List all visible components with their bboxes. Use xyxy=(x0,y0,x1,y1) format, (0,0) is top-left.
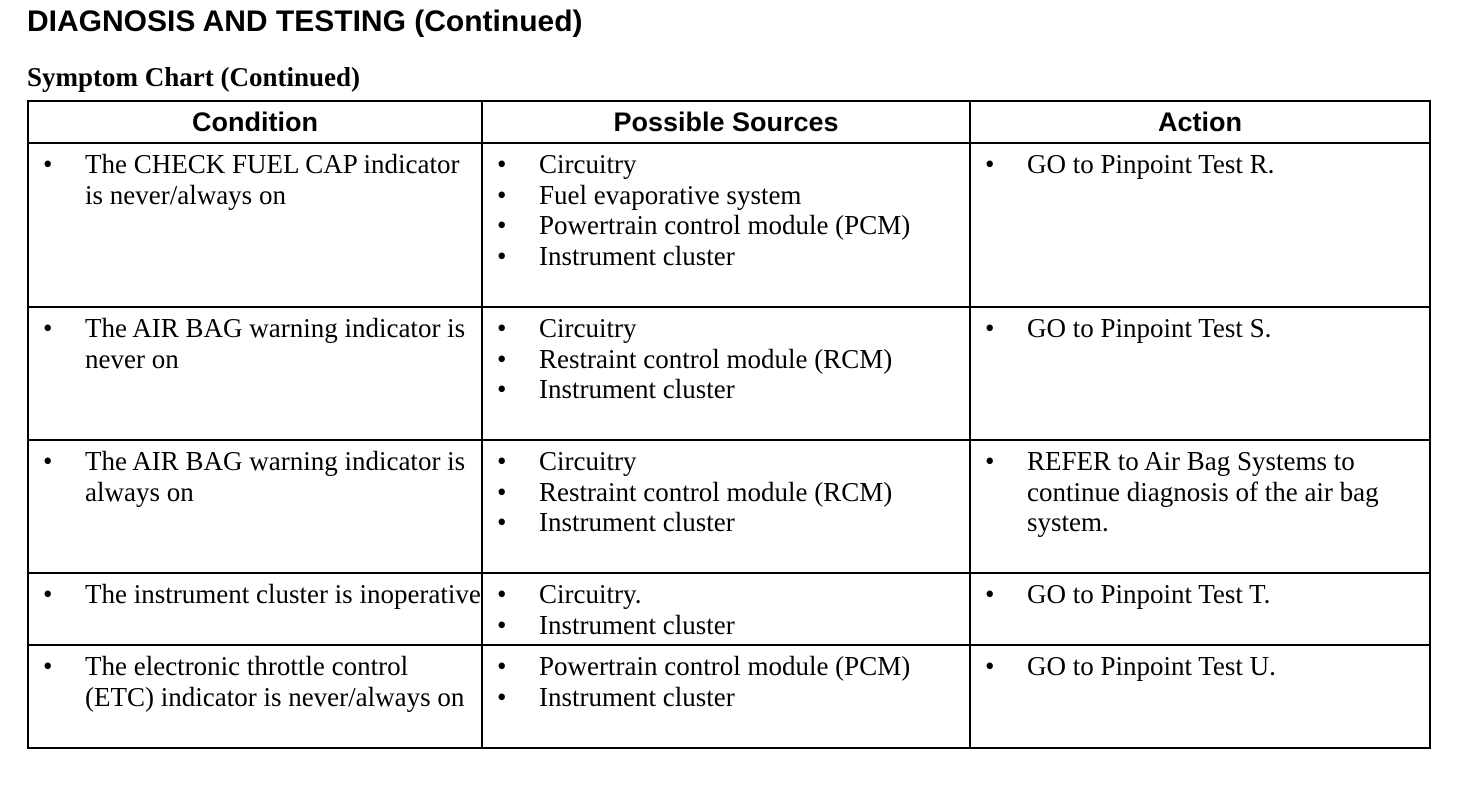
action-text: • GO to Pinpoint Test R. xyxy=(971,149,1429,180)
action-cell xyxy=(970,307,1430,440)
action-cell xyxy=(970,573,1430,645)
condition-cell xyxy=(28,307,482,440)
sources-cell xyxy=(482,143,970,307)
condition-text: • The AIR BAG warning indicator is always on xyxy=(29,446,481,507)
source-item: • Fuel evaporative system xyxy=(483,180,969,211)
source-item: • Restraint control module (RCM) xyxy=(483,477,969,508)
source-item: • Powertrain control module (PCM) xyxy=(483,210,969,241)
table-header-row xyxy=(28,101,1430,143)
symptom-chart-table xyxy=(27,100,1431,749)
condition-cell xyxy=(28,440,482,573)
action-cell xyxy=(970,645,1430,748)
source-item: • Circuitry xyxy=(483,149,969,180)
table-row xyxy=(28,573,1430,645)
table-row xyxy=(28,143,1430,307)
column-header-possible-sources: Possible Sources xyxy=(482,101,970,143)
source-item: • Instrument cluster xyxy=(483,682,969,713)
column-header-condition: Condition xyxy=(28,101,482,143)
action-text: • GO to Pinpoint Test T. xyxy=(971,579,1429,610)
page-title: DIAGNOSIS AND TESTING (Continued) xyxy=(27,5,583,38)
action-cell xyxy=(970,143,1430,307)
action-text: • GO to Pinpoint Test S. xyxy=(971,313,1429,344)
condition-cell xyxy=(28,645,482,748)
sources-cell xyxy=(482,307,970,440)
condition-text: • The electronic throttle control (ETC) indicator is never/always on xyxy=(29,651,481,712)
source-item: • Restraint control module (RCM) xyxy=(483,344,969,375)
action-text: • GO to Pinpoint Test U. xyxy=(971,651,1429,682)
source-item: • Powertrain control module (PCM) xyxy=(483,651,969,682)
action-text: • REFER to Air Bag Systems to continue diagnosis of the air bag system. xyxy=(971,446,1429,538)
source-item: • Circuitry xyxy=(483,446,969,477)
source-item: • Instrument cluster xyxy=(483,241,969,272)
source-item: • Instrument cluster xyxy=(483,374,969,405)
section-title: Symptom Chart (Continued) xyxy=(27,62,361,92)
condition-cell xyxy=(28,573,482,645)
table-row xyxy=(28,307,1430,440)
source-item: • Instrument cluster xyxy=(483,610,969,641)
table-row xyxy=(28,440,1430,573)
condition-text: • The instrument cluster is inoperative xyxy=(29,579,481,610)
column-header-action: Action xyxy=(970,101,1430,143)
sources-cell xyxy=(482,573,970,645)
source-item: • Circuitry. xyxy=(483,579,969,610)
condition-cell xyxy=(28,143,482,307)
source-item: • Instrument cluster xyxy=(483,507,969,538)
sources-cell xyxy=(482,645,970,748)
action-cell xyxy=(970,440,1430,573)
condition-text: • The CHECK FUEL CAP indicator is never/always on xyxy=(29,149,481,210)
table-row xyxy=(28,645,1430,748)
source-item: • Circuitry xyxy=(483,313,969,344)
condition-text: • The AIR BAG warning indicator is never on xyxy=(29,313,481,374)
sources-cell xyxy=(482,440,970,573)
